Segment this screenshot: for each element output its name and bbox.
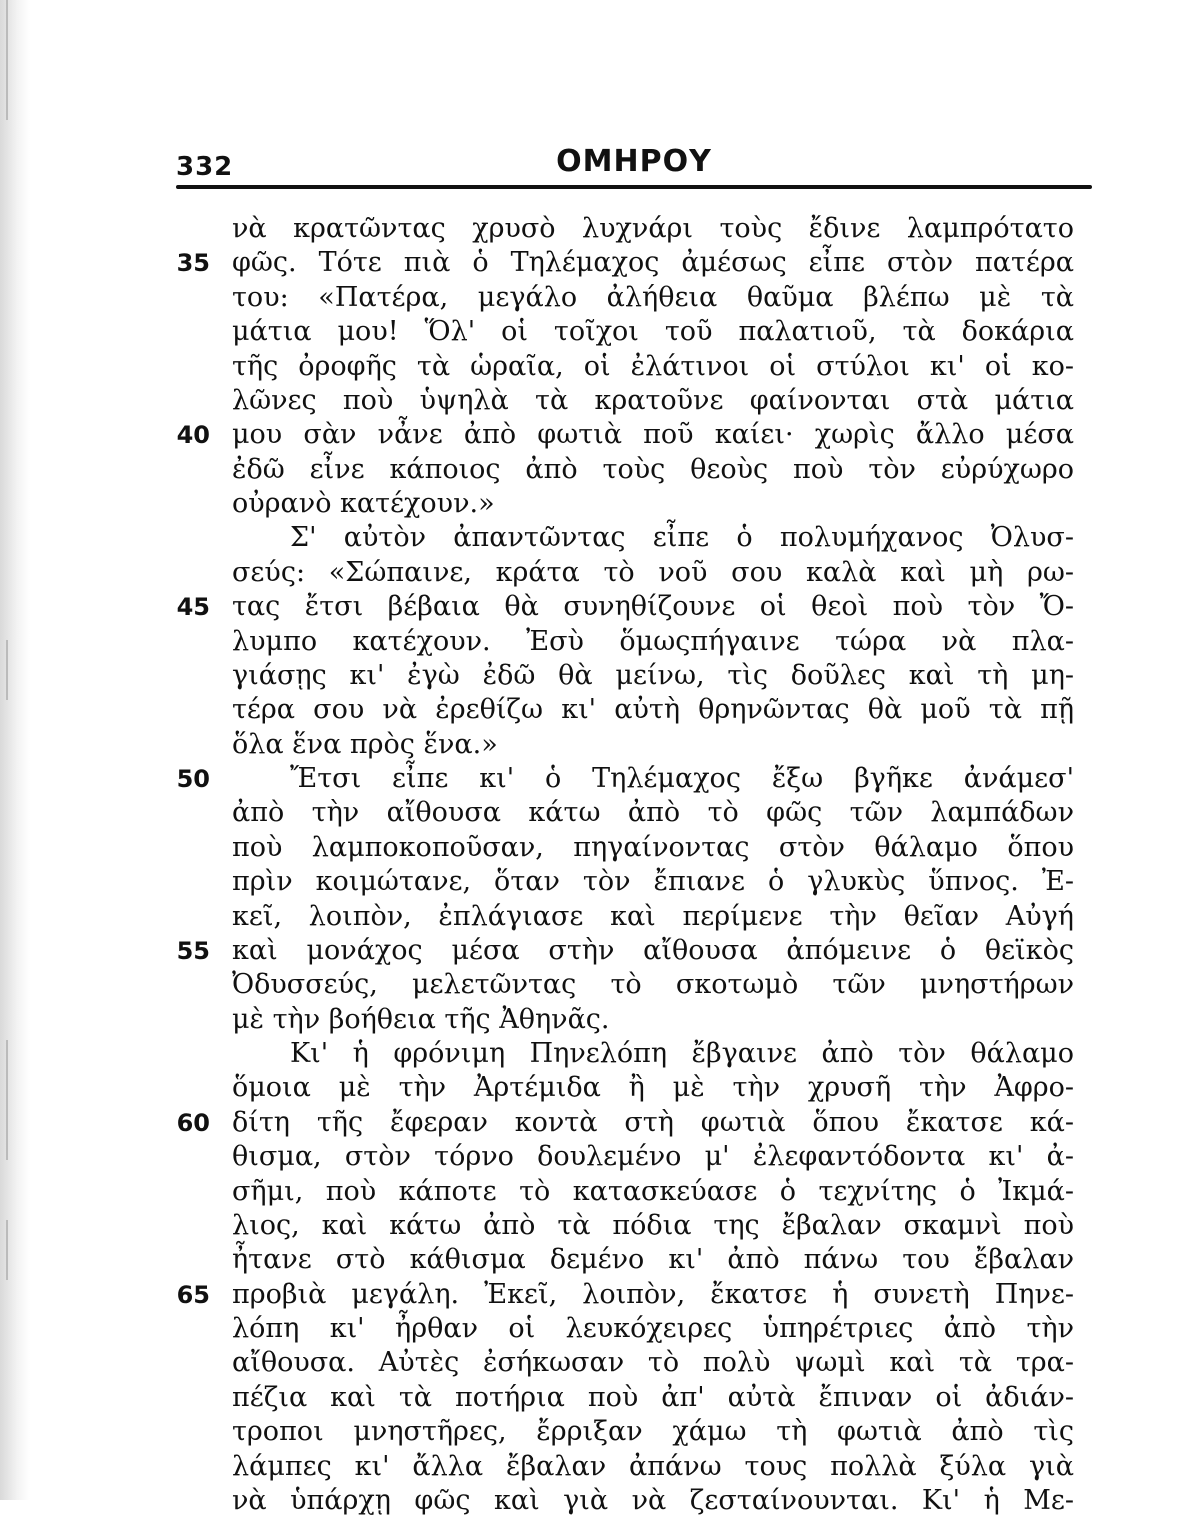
text-line: ὅμοια μὲ τὴν Ἀρτέμιδα ἢ μὲ τὴν χρυσῆ τὴν Ἀφρο- [232,1072,1074,1103]
text-line: νὰ ὑπάρχῃ φῶς καὶ γιὰ νὰ ζεσταίνουνται. Κι' ἡ Με- [232,1485,1074,1516]
text-line: αἴθουσα. Αὐτὲς ἐσήκωσαν τὸ πολὺ ψωμὶ καὶ τὰ τρα- [232,1347,1074,1378]
text-line: θισμα, στὸν τόρνο δουλεμένο μ' ἐλεφαντόδοντα κι' ἀ- [232,1141,1074,1172]
text-line: τέρα σου νὰ ἐρεθίζω κι' αὐτὴ θρηνῶντας θὰ μοῦ τὰ πῇ [232,694,1074,725]
text-line: ὅλα ἕνα πρὸς ἕνα.» [232,729,498,760]
text-line: ποὺ λαμποκοποῦσαν, πηγαίνοντας στὸν θάλαμο ὅπου [232,832,1074,863]
text-line: πρὶν κοιμώτανε, ὅταν τὸν ἔπιανε ὁ γλυκὺς ὕπνος. Ἐ- [232,866,1074,897]
text-line: ἐδῶ εἶνε κάποιος ἀπὸ τοὺς θεοὺς ποὺ τὸν εὐρύχωρο [232,454,1074,485]
text-line: σῆμι, ποὺ κάποτε τὸ κατασκεύασε ὁ τεχνίτης ὁ Ἰκμά- [232,1176,1074,1207]
line-number: 50 [176,765,210,793]
text-line: του: «Πατέρα, μεγάλο ἀλήθεια θαῦμα βλέπω μὲ τὰ [232,282,1074,313]
line-number: 40 [176,421,210,449]
text-line: φῶς. Τότε πιὰ ὁ Τηλέμαχος ἀμέσως εἶπε στὸν πατέρα [232,247,1074,278]
text-line: λυμπο κατέχουν. Ἐσὺ ὅμωςπήγαινε τώρα νὰ πλα- [232,626,1074,657]
text-line: οὐρανὸ κατέχουν.» [232,488,495,519]
line-number: 35 [176,249,210,277]
text-line: σεύς: «Σώπαινε, κράτα τὸ νοῦ σου καλὰ καὶ μὴ ρω- [232,557,1074,588]
running-title: ΟΜΗΡΟΥ [556,144,712,179]
text-line: νὰ κρατῶντας χρυσὸ λυχνάρι τοὺς ἔδινε λαμπρότατο [232,213,1074,244]
text-line: Ὀδυσσεύς, μελετῶντας τὸ σκοτωμὸ τῶν μνηστήρων [232,969,1074,1000]
text-line: τας ἔτσι βέβαια θὰ συνηθίζουνε οἱ θεοὶ ποὺ τὸν Ὄ- [232,591,1074,622]
line-number: 55 [176,937,210,965]
page-number: 332 [176,152,234,182]
text-line: τροποι μνηστῆρες, ἔρριξαν χάμω τὴ φωτιὰ ἀπὸ τὶς [232,1416,1074,1447]
text-line: δίτη τῆς ἔφεραν κοντὰ στὴ φωτιὰ ὅπου ἔκατσε κά- [232,1107,1074,1138]
line-number: 60 [176,1109,210,1137]
text-line: λιος, καὶ κάτω ἀπὸ τὰ πόδια της ἔβαλαν σκαμνὶ ποὺ [232,1210,1074,1241]
text-line: Κι' ἡ φρόνιμη Πηνελόπη ἔβγαινε ἀπὸ τὸν θάλαμο [290,1038,1074,1069]
line-number: 45 [176,593,210,621]
text-line: μὲ τὴν βοήθεια τῆς Ἀθηνᾶς. [232,1004,610,1035]
text-line: τῆς ὀροφῆς τὰ ὡραῖα, οἱ ἐλάτινοι οἱ στύλοι κι' οἱ κο- [232,351,1074,382]
text-line: λόπη κι' ἦρθαν οἱ λευκόχειρες ὑπηρέτριες ἀπὸ τὴν [232,1313,1074,1344]
text-line: λῶνες ποὺ ὑψηλὰ τὰ κρατοῦνε φαίνονται στὰ μάτια [232,385,1074,416]
text-line: κεῖ, λοιπὸν, ἐπλάγιασε καὶ περίμενε τὴν θεῖαν Αὐγή [232,901,1074,932]
text-line: Σ' αὐτὸν ἀπαντῶντας εἶπε ὁ πολυμήχανος Ὀλυσ- [290,522,1074,553]
text-line: μου σὰν νἆνε ἀπὸ φωτιὰ ποῦ καίει· χωρὶς ἄλλο μέσα [232,419,1074,450]
text-line: μάτια μου! Ὅλ' οἱ τοῖχοι τοῦ παλατιοῦ, τὰ δοκάρια [232,316,1074,347]
text-line: ἀπὸ τὴν αἴθουσα κάτω ἀπὸ τὸ φῶς τῶν λαμπάδων [232,797,1074,828]
text-line: λάμπες κι' ἄλλα ἔβαλαν ἀπάνω τους πολλὰ ξύλα γιὰ [232,1451,1074,1482]
text-line: Ἔτσι εἶπε κι' ὁ Τηλέμαχος ἔξω βγῆκε ἀνάμεσ' [290,763,1074,794]
text-line: πέζια καὶ τὰ ποτήρια ποὺ ἀπ' αὐτὰ ἔπιναν οἱ ἀδιάν- [232,1382,1074,1413]
text-line: γιάσῃς κι' ἐγὼ ἐδῶ θὰ μείνω, τὶς δοῦλες καὶ τὴ μη- [232,660,1074,691]
text-line: ἦτανε στὸ κάθισμα δεμένο κι' ἀπὸ πάνω του ἔβαλαν [232,1244,1074,1275]
text-line: προβιὰ μεγάλη. Ἐκεῖ, λοιπὸν, ἔκατσε ἡ συνετὴ Πηνε- [232,1279,1074,1310]
text-line: καὶ μονάχος μέσα στὴν αἴθουσα ἀπόμεινε ὁ θεϊκὸς [232,935,1074,966]
line-number: 65 [176,1281,210,1309]
